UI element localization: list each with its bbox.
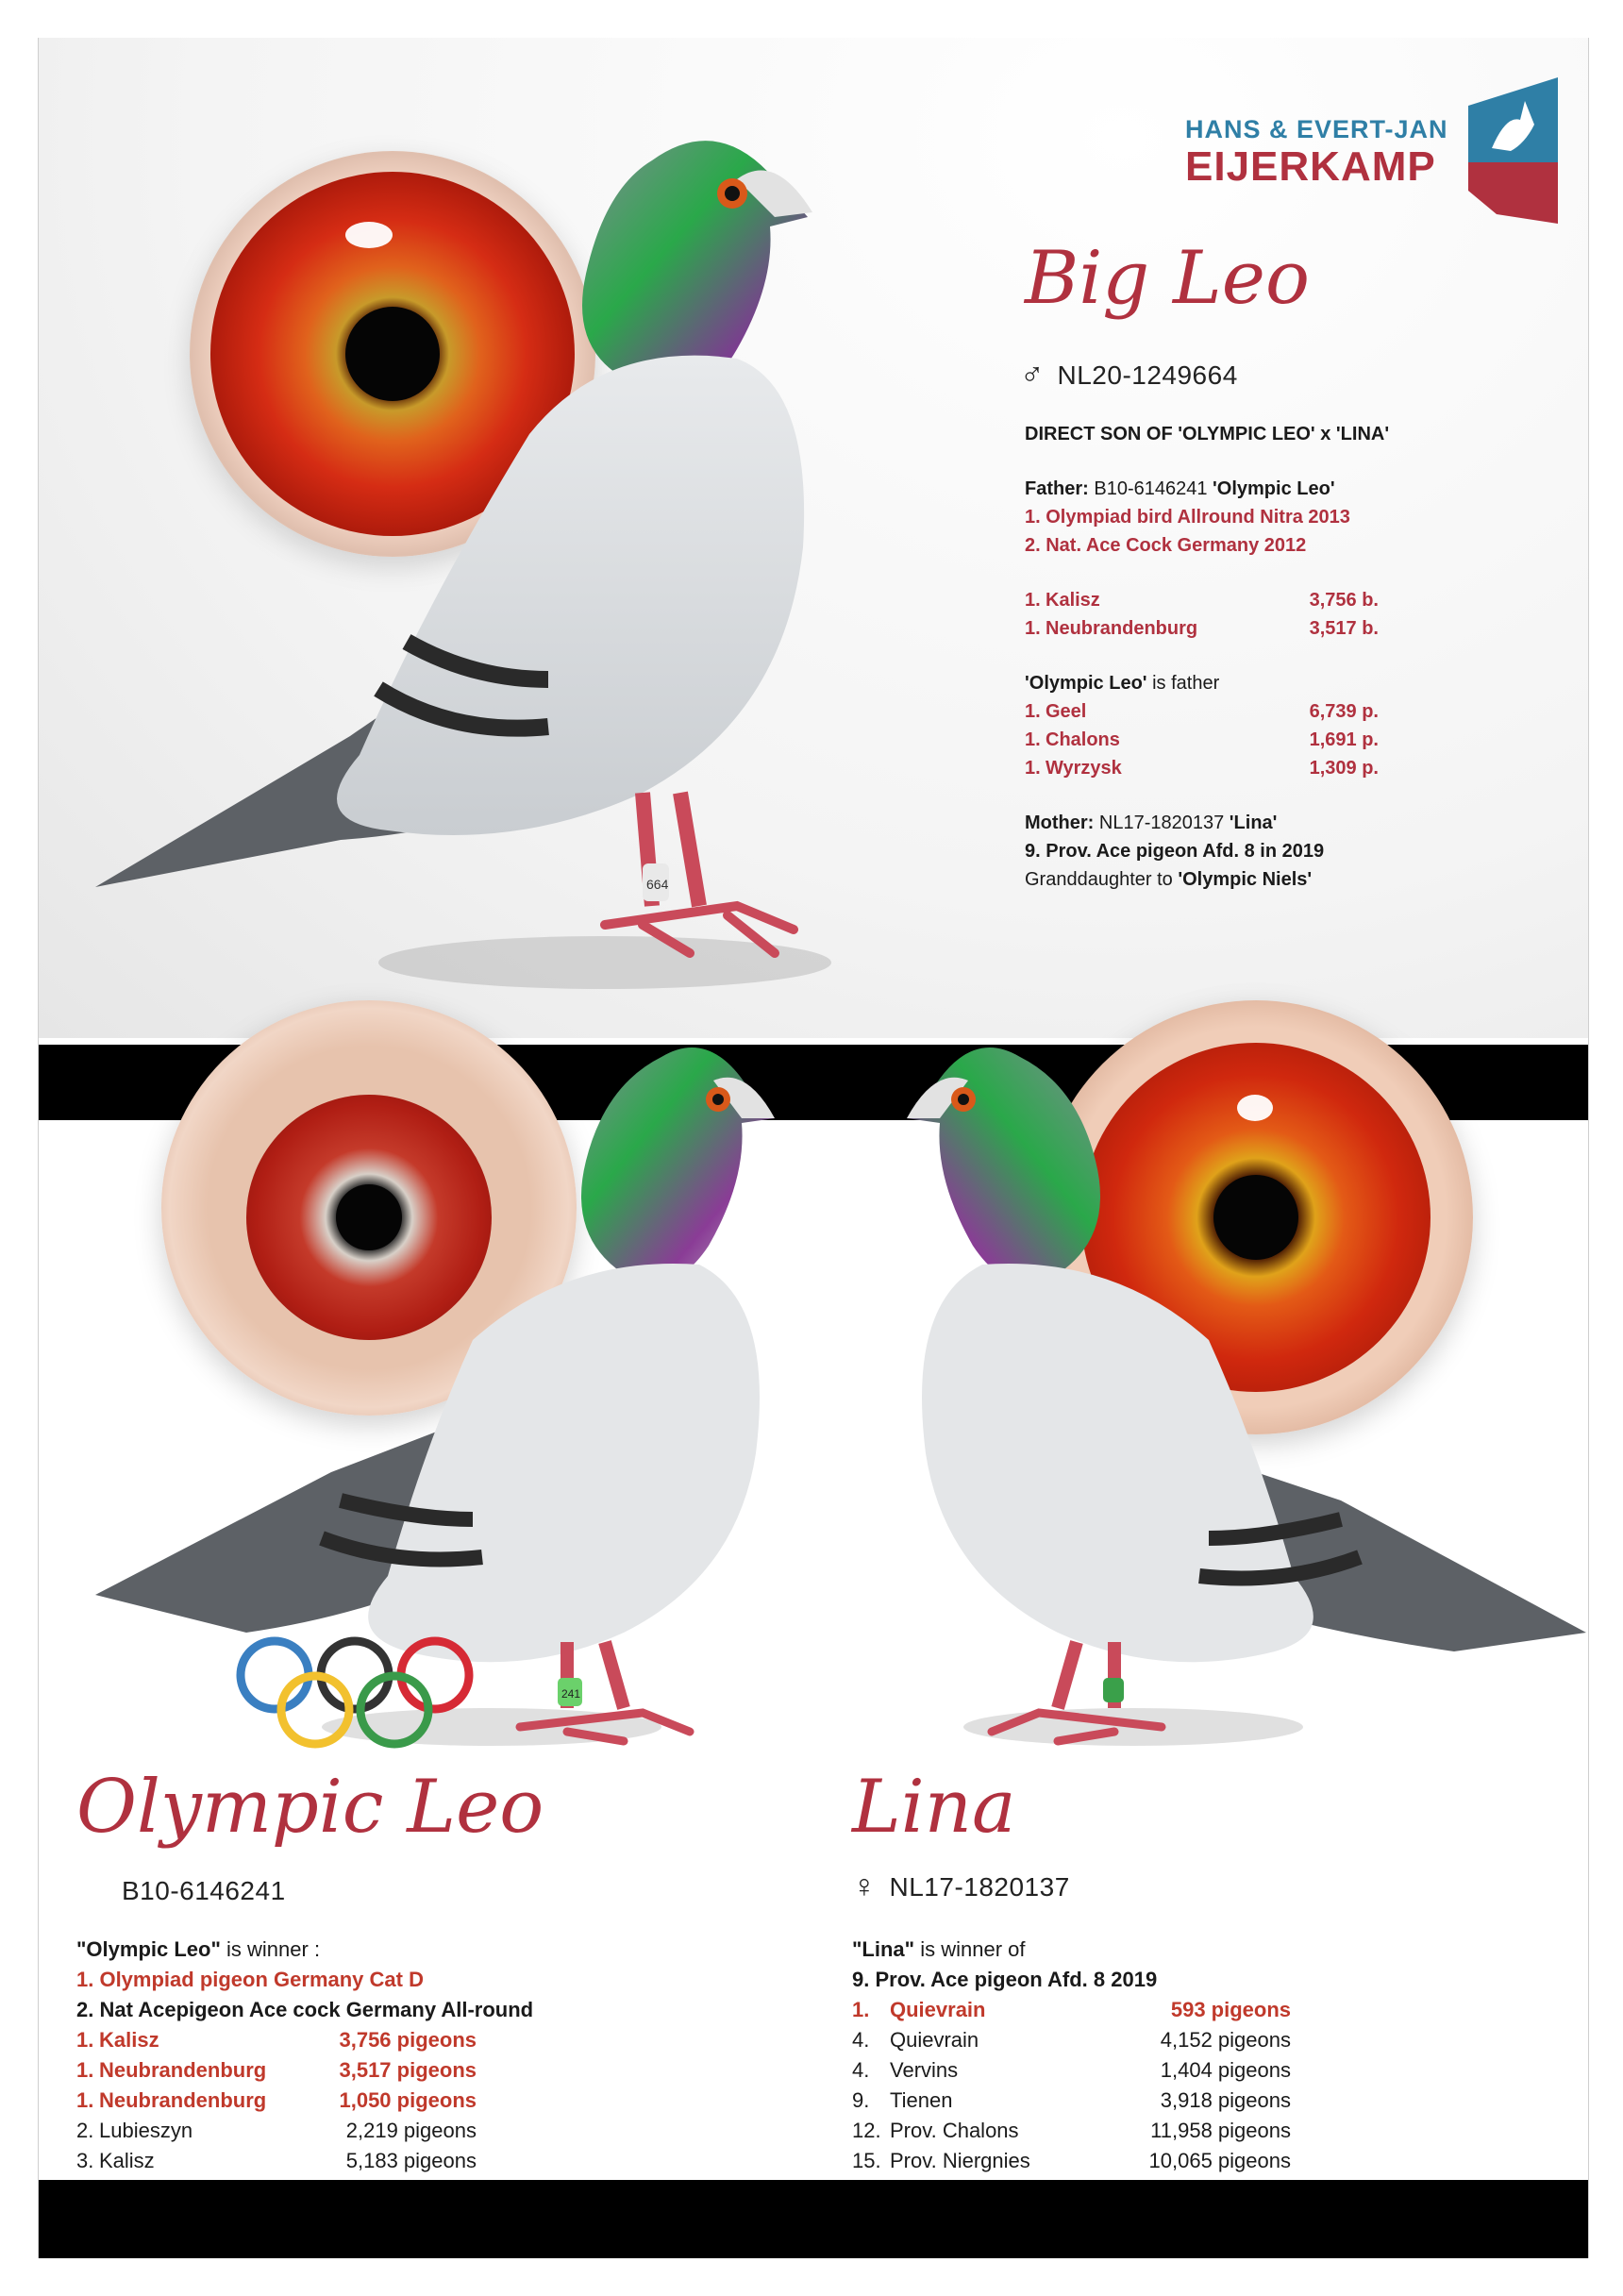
winner-text: is winner of — [920, 1937, 1026, 1961]
father-line — [1025, 475, 1421, 503]
result-place: 4. — [852, 2058, 870, 2082]
big-leo-leg-band: 664 — [646, 877, 669, 892]
result-row — [76, 2086, 643, 2116]
result-race: Geel — [1046, 701, 1087, 722]
big-leo-pedigree — [1025, 420, 1421, 894]
brand-logo — [1185, 77, 1563, 228]
result-race: Kalisz — [99, 2149, 155, 2172]
result-race: Neubrandenburg — [99, 2058, 267, 2082]
result-count: 2,219 pigeons — [345, 2119, 477, 2142]
result-row — [852, 2146, 1380, 2176]
father-ring: B10-6146241 — [1094, 478, 1208, 499]
father-title-2: 2. Nat. Ace Cock Germany 2012 — [1025, 535, 1307, 556]
lina-title-1: 9. Prov. Ace pigeon Afd. 8 2019 — [852, 1968, 1158, 1991]
olympic-leo-winner-line — [76, 1935, 643, 1965]
result-place: 4. — [852, 2028, 870, 2052]
result-race: Neubrandenburg — [1046, 618, 1198, 639]
mother-line — [1025, 809, 1421, 837]
bottom-black-band — [39, 2180, 1588, 2258]
result-race: Chalons — [1046, 729, 1120, 750]
result-count: 1,050 pigeons — [339, 2088, 477, 2112]
lina-winner-line — [852, 1935, 1380, 1965]
result-row — [852, 2055, 1380, 2086]
result-count: 593 pigeons — [1170, 1998, 1291, 2021]
lina-ring-line — [852, 1869, 1070, 1905]
winner-name: "Olympic Leo" — [76, 1937, 221, 1961]
result-row — [76, 2146, 643, 2176]
result-place: 1. — [1025, 729, 1041, 750]
father-result-row — [1025, 586, 1421, 614]
result-count: 3,517 b. — [1309, 618, 1379, 639]
mother-label: Mother: — [1025, 813, 1095, 833]
result-race: Vervins — [890, 2058, 959, 2082]
olympic-leo-father-line — [1025, 669, 1421, 697]
logo-line2: EIJERKAMP — [1185, 143, 1436, 190]
result-race: Neubrandenburg — [99, 2088, 267, 2112]
result-row — [852, 1995, 1380, 2025]
result-race: Wyrzysk — [1046, 758, 1122, 779]
result-count: 1,309 p. — [1309, 758, 1379, 779]
result-race: Tienen — [890, 2088, 953, 2112]
mother-note-name: 'Olympic Niels' — [1178, 869, 1313, 890]
result-count: 10,065 pigeons — [1148, 2149, 1291, 2172]
male-symbol-icon: ♂ — [1020, 357, 1045, 393]
result-place: 1. — [1025, 758, 1041, 779]
offspring-result-row — [1025, 754, 1421, 782]
result-row — [76, 2116, 643, 2146]
lina-title: Lina — [852, 1765, 1016, 1850]
olympic-leo-title: Olympic Leo — [76, 1765, 544, 1850]
mother-note — [1025, 865, 1421, 894]
big-leo-title: Big Leo — [1025, 236, 1310, 321]
winner-text: is winner : — [226, 1937, 321, 1961]
result-count: 6,739 p. — [1309, 701, 1379, 722]
result-row — [852, 2116, 1380, 2146]
result-count: 3,756 pigeons — [339, 2028, 477, 2052]
lina-pigeon-image — [850, 1029, 1586, 1746]
father-label: Father: — [1025, 478, 1089, 499]
result-place: 15. — [852, 2149, 881, 2172]
result-count: 4,152 pigeons — [1160, 2028, 1291, 2052]
result-place: 1. — [1025, 618, 1041, 639]
result-race: Kalisz — [99, 2028, 159, 2052]
olympic-leo-title-2: 2. Nat Acepigeon Ace cock Germany All-round — [76, 1998, 534, 2021]
result-race: Prov. Niergnies — [890, 2149, 1030, 2172]
offspring-result-row — [1025, 697, 1421, 726]
olympic-father-text: is father — [1152, 673, 1220, 694]
result-place: 1. — [76, 2028, 94, 2052]
result-place: 1. — [76, 2058, 94, 2082]
father-title-1: 1. Olympiad bird Allround Nitra 2013 — [1025, 507, 1350, 528]
eijerkamp-bird-logo-icon — [1468, 77, 1563, 228]
result-place: 1. — [852, 1998, 870, 2021]
result-row — [852, 2086, 1380, 2116]
result-place: 1. — [76, 2088, 94, 2112]
offspring-result-row — [1025, 726, 1421, 754]
mother-ring: NL17-1820137 — [1098, 813, 1225, 833]
page — [38, 38, 1589, 2258]
result-row — [852, 2025, 1380, 2055]
result-count: 3,517 pigeons — [339, 2058, 477, 2082]
result-count: 1,691 p. — [1309, 729, 1379, 750]
father-name: 'Olympic Leo' — [1213, 478, 1335, 499]
result-race: Prov. Chalons — [890, 2119, 1019, 2142]
result-place: 9. — [852, 2088, 870, 2112]
female-symbol-icon: ♀ — [852, 1869, 877, 1904]
result-row — [76, 2055, 643, 2086]
olympic-leo-ring-number: B10-6146241 — [122, 1876, 286, 1905]
result-race: Lubieszyn — [99, 2119, 193, 2142]
big-leo-pigeon-image — [76, 75, 907, 1019]
result-place: 1. — [1025, 590, 1041, 611]
big-leo-ring-number: NL20-1249664 — [1057, 360, 1238, 390]
winner-name: "Lina" — [852, 1937, 915, 1961]
olympic-rings-icon — [232, 1633, 477, 1755]
logo-line1: HANS & EVERT-JAN — [1185, 115, 1448, 143]
result-race: Kalisz — [1046, 590, 1100, 611]
mother-title: 9. Prov. Ace pigeon Afd. 8 in 2019 — [1025, 841, 1325, 862]
result-row — [76, 2025, 643, 2055]
result-count: 11,958 pigeons — [1150, 2119, 1291, 2142]
result-place: 12. — [852, 2119, 881, 2142]
result-race: Quievrain — [890, 2028, 979, 2052]
big-leo-ring-line — [1020, 357, 1238, 394]
lina-ring-number: NL17-1820137 — [889, 1871, 1070, 1902]
result-race: Quievrain — [890, 1998, 986, 2021]
father-result-row — [1025, 614, 1421, 643]
olympic-leo-leg-band: 241 — [561, 1687, 581, 1701]
mother-note-prefix: Granddaughter to — [1025, 869, 1173, 890]
result-place: 2. — [76, 2119, 94, 2142]
result-count: 1,404 pigeons — [1160, 2058, 1291, 2082]
result-count: 5,183 pigeons — [345, 2149, 477, 2172]
result-count: 3,756 b. — [1309, 590, 1379, 611]
big-leo-subtitle: DIRECT SON OF 'OLYMPIC LEO' x 'LINA' — [1025, 424, 1390, 444]
result-place: 3. — [76, 2149, 94, 2172]
olympic-father-name: 'Olympic Leo' — [1025, 673, 1147, 694]
olympic-leo-title-1: 1. Olympiad pigeon Germany Cat D — [76, 1968, 424, 1991]
mother-name: 'Lina' — [1229, 813, 1278, 833]
result-place: 1. — [1025, 701, 1041, 722]
result-count: 3,918 pigeons — [1160, 2088, 1291, 2112]
